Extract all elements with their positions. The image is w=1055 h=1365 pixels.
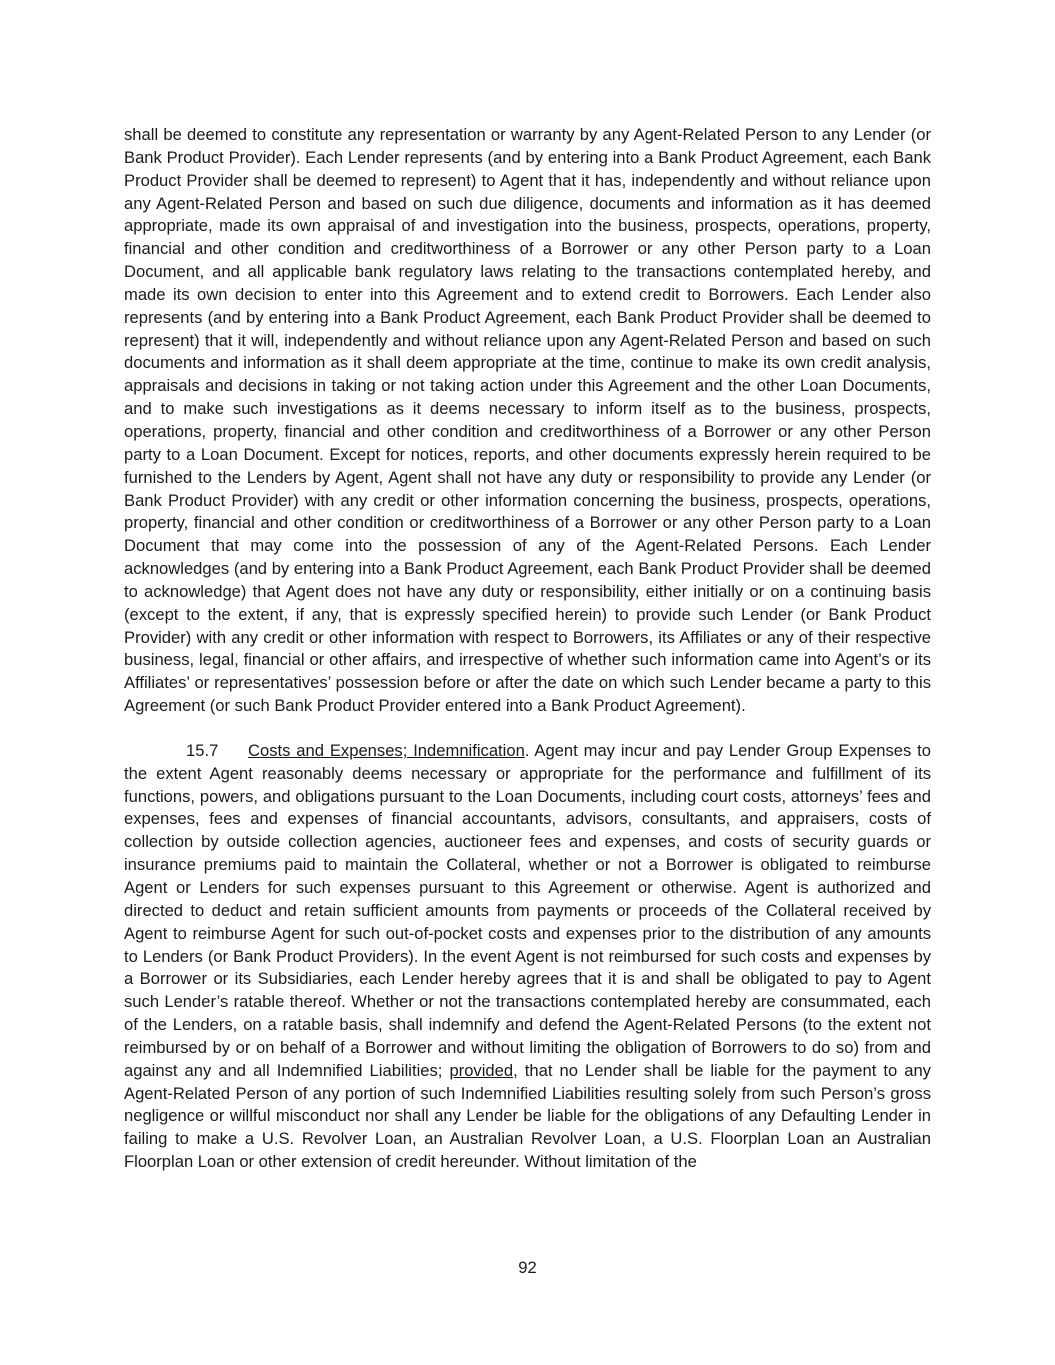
section-text-part-1: Agent may incur and pay Lender Group Expenses to the extent Agent reasonably deems necessary or appropriate for the performance and fulfillment of its functions, powers, and obligations pursuant to the Loan Documents, including court costs, attorneys’ fees and expenses, fees and expenses of financial accountants, advisors, consultants, and appraisers, costs of collection by outside collection agencies, auctioneer fees and expenses, and costs of security guards or insurance premiums paid to maintain the Collateral, whether or not a Borrower is obligated to reimburse Agent or Lenders for such expenses pursuant to this Agreement or otherwise. Agent is authorized and directed to deduct and retain sufficient amounts from payments or proceeds of the Collateral received by Agent to reimburse Agent for such out-of-pocket costs and expenses prior to the distribution of any amounts to Lenders (or Bank Product Providers). In the event Agent is not reimbursed for such costs and expenses by a Borrower or its Subsidiaries, each Lender hereby agrees that it is and shall be obligated to pay to Agent such Lender’s ratable thereof. Whether or not the transactions contemplated hereby are consummated, each of the Lenders, on a ratable basis, shall indemnify and defend the Agent-Related Persons (to the extent not reimbursed by or on behalf of a Borrower and without limiting the obligation of Borrowers to do so) from and against any and all Indemnified Liabilities; bbox=[124, 740, 931, 1080]
section-heading-period: . bbox=[524, 740, 530, 760]
provided-term: provided bbox=[449, 1060, 514, 1080]
page-number: 92 bbox=[518, 1258, 537, 1277]
section-15-7-paragraph bbox=[124, 740, 931, 1174]
paragraph-continuation: shall be deemed to constitute any representation or warranty by any Agent-Related Person to any Lender (or Bank Product Provider). Each Lender represents (and by entering into a Bank Product Agreement, each Bank Product Provider shall be deemed to represent) to Agent that it has, independently and without reliance upon any Agent-Related Person and based on such due diligence, documents and information as it has deemed appropriate, made its own appraisal of and investigation into the business, prospects, operations, property, financial and other condition and creditworthiness of a Borrower or any other Person party to a Loan Document, and all applicable bank regulatory laws relating to the transactions contemplated hereby, and made its own decision to enter into this Agreement and to extend credit to Borrowers. Each Lender also represents (and by entering into a Bank Product Agreement, each Bank Product Provider shall be deemed to represent) that it will, independently and without reliance upon any Agent-Related Person and based on such documents and information as it shall deem appropriate at the time, continue to make its own credit analysis, appraisals and decisions in taking or not taking action under this Agreement and the other Loan Documents, and to make such investigations as it deems necessary to inform itself as to the business, prospects, operations, property, financial and other condition and creditworthiness of a Borrower or any other Person party to a Loan Document. Except for notices, reports, and other documents expressly herein required to be furnished to the Lenders by Agent, Agent shall not have any duty or responsibility to provide any Lender (or Bank Product Provider) with any credit or other information concerning the business, prospects, operations, property, financial and other condition or creditworthiness of a Borrower or any other Person party to a Loan Document that may come into the possession of any of the Agent-Related Persons. Each Lender acknowledges (and by entering into a Bank Product Agreement, each Bank Product Provider shall be deemed to acknowledge) that Agent does not have any duty or responsibility, either initially or on a continuing basis (except to the extent, if any, that is expressly specified herein) to provide such Lender (or Bank Product Provider) with any credit or other information with respect to Borrowers, its Affiliates or any of their respective business, legal, financial or other affairs, and irrespective of whether such information came into Agent’s or its Affiliates’ or representatives’ possession before or after the date on which such Lender became a party to this Agreement (or such Bank Product Provider entered into a Bank Product Agreement). bbox=[124, 125, 931, 716]
document-page bbox=[124, 124, 931, 1174]
section-text-part-2: , that no Lender shall be liable for the payment to any Agent-Related Person of any portion of such Indemnified Liabilities resulting solely from such Person’s gross negligence or willful misconduct nor shall any Lender be liable for the obligations of any Defaulting Lender in failing to make a U.S. Revolver Loan, an Australian Revolver Loan, a U.S. Floorplan Loan an Australian Floorplan Loan or other extension of credit hereunder. Without limitation of the bbox=[124, 1060, 931, 1172]
section-number: 15.7 bbox=[186, 740, 219, 760]
section-heading: Costs and Expenses; Indemnification bbox=[248, 740, 525, 760]
